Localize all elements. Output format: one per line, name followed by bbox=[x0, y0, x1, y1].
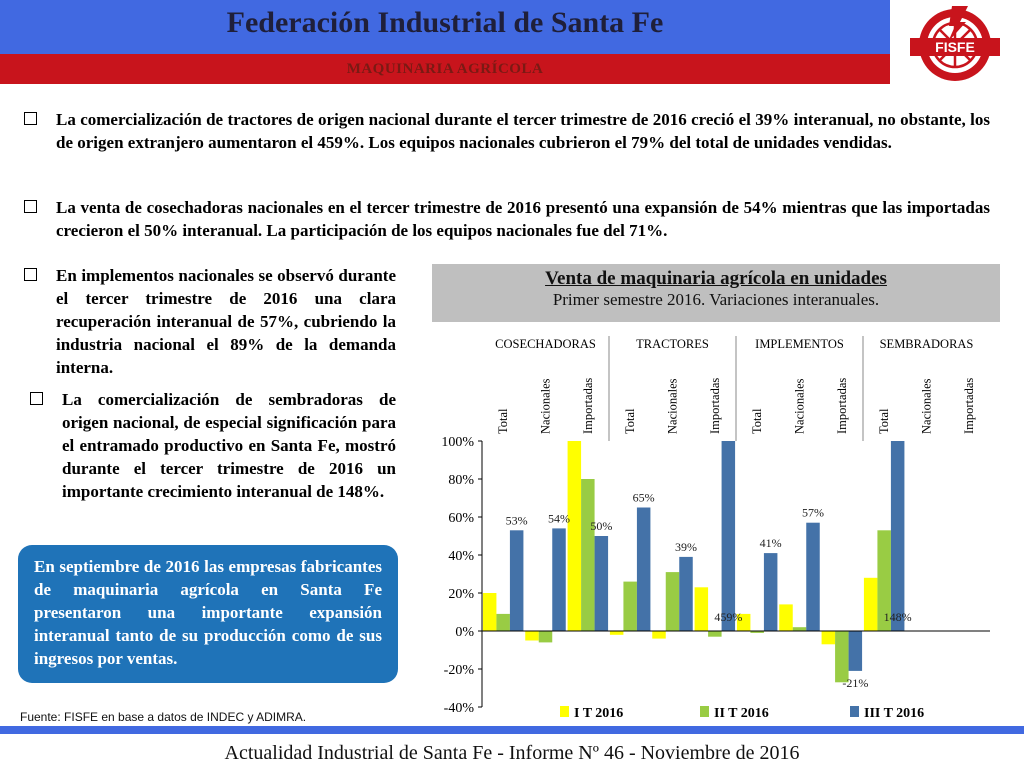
bullet-cosechadoras bbox=[56, 196, 990, 242]
highlight-callout: En septiembre de 2016 las empresas fabricantes de maquinaria agrícola en Santa Fe presentaron una importante expansión interanual tanto de su producción como de sus ingresos por ventas. bbox=[18, 545, 398, 683]
bar bbox=[722, 441, 736, 631]
category-label: Total bbox=[877, 408, 892, 434]
data-label: 148% bbox=[883, 610, 912, 624]
logo-text: FISFE bbox=[935, 39, 975, 55]
category-label: Nacionales bbox=[538, 378, 553, 434]
legend-label: II T 2016 bbox=[714, 706, 769, 721]
page-title: Federación Industrial de Santa Fe bbox=[226, 6, 664, 39]
category-label: Total bbox=[496, 408, 511, 434]
bar bbox=[496, 614, 510, 631]
bullet-text: La comercialización de sembradoras de origen nacional, de especial significación para el entramado productivo en Santa Fe, mostró durante el tercer trimestre de 2016 un importante crecimiento interanual de 148%. bbox=[62, 390, 396, 501]
bar bbox=[864, 578, 878, 631]
bar bbox=[568, 441, 582, 631]
bar bbox=[595, 536, 609, 631]
y-tick-label: -20% bbox=[443, 663, 474, 678]
bar bbox=[822, 631, 836, 644]
bar bbox=[695, 587, 709, 631]
data-label: 54% bbox=[548, 511, 570, 526]
data-label: 50% bbox=[590, 519, 613, 533]
checkbox-bullet-icon bbox=[24, 200, 37, 213]
legend-swatch bbox=[700, 706, 709, 717]
chart-header bbox=[432, 264, 1000, 322]
bullet-text: En implementos nacionales se observó durante el tercer trimestre de 2016 una clara recuperación interanual de 57%, cubriendo la industria nacional el 89% de la demanda interna. bbox=[56, 266, 396, 377]
data-label: 57% bbox=[802, 505, 824, 520]
footer-text: Actualidad Industrial de Santa Fe - Informe Nº 46 - Noviembre de 2016 bbox=[224, 742, 800, 764]
y-tick-label: 80% bbox=[448, 473, 474, 488]
bullet-sembradoras bbox=[62, 388, 396, 503]
y-tick-label: 20% bbox=[448, 587, 474, 602]
bar bbox=[623, 582, 637, 631]
category-label: Importadas bbox=[961, 377, 976, 434]
group-label: SEMBRADORAS bbox=[879, 337, 974, 351]
bar bbox=[552, 528, 566, 631]
legend-label: III T 2016 bbox=[864, 706, 925, 721]
bullet-tractores bbox=[56, 108, 990, 154]
data-label: 41% bbox=[759, 536, 782, 551]
checkbox-bullet-icon bbox=[24, 268, 37, 281]
bar bbox=[666, 572, 680, 631]
data-label: 65% bbox=[632, 490, 655, 505]
group-label: TRACTORES bbox=[636, 337, 709, 351]
category-label: Total bbox=[750, 408, 765, 434]
group-label: IMPLEMENTOS bbox=[755, 337, 844, 351]
bar bbox=[652, 631, 666, 639]
bar bbox=[835, 631, 849, 682]
category-label: Importadas bbox=[580, 377, 595, 434]
y-tick-label: 60% bbox=[448, 511, 474, 526]
y-tick-label: -40% bbox=[443, 701, 474, 716]
bar bbox=[679, 557, 693, 631]
data-label: -21% bbox=[842, 675, 869, 690]
section-subtitle: MAQUINARIA AGRÍCOLA bbox=[346, 61, 544, 77]
group-label: COSECHADORAS bbox=[495, 337, 596, 351]
bar bbox=[483, 593, 497, 631]
bullet-text: La comercialización de tractores de origen nacional durante el tercer trimestre de 2016 creció el 39% interanual, no obstante, los de origen extranjero aumentaron el 459%. Los equipos nacionales cubrieron el 79% del total de unidades vendidas. bbox=[56, 110, 990, 152]
category-label: Nacionales bbox=[665, 378, 680, 434]
chart-subtitle: Primer semestre 2016. Variaciones interanuales. bbox=[552, 290, 880, 309]
bar bbox=[637, 508, 651, 632]
category-label: Total bbox=[623, 408, 638, 434]
legend-swatch bbox=[850, 706, 859, 717]
bar bbox=[849, 631, 863, 671]
bullet-text: La venta de cosechadoras nacionales en el tercer trimestre de 2016 presentó una expansión de 54% mientras que las importadas crecieron el 50% interanual. La participación de los equipos nacionales fue del 71%. bbox=[56, 198, 990, 240]
legend-label: I T 2016 bbox=[574, 706, 624, 721]
bullet-implementos bbox=[56, 264, 396, 379]
y-tick-label: 40% bbox=[448, 549, 474, 564]
bar bbox=[525, 631, 539, 641]
bar bbox=[510, 530, 524, 631]
category-label: Importadas bbox=[707, 377, 722, 434]
chart-title: Venta de maquinaria agrícola en unidades bbox=[545, 268, 887, 289]
bar bbox=[708, 631, 722, 637]
bar bbox=[779, 604, 793, 631]
data-label: 459% bbox=[714, 610, 743, 624]
category-label: Nacionales bbox=[919, 378, 934, 434]
bar bbox=[581, 479, 595, 631]
bar bbox=[891, 441, 905, 631]
checkbox-bullet-icon bbox=[24, 112, 37, 125]
source-note: Fuente: FISFE en base a datos de INDEC y ADIMRA. bbox=[20, 710, 307, 724]
data-label: 39% bbox=[675, 539, 697, 554]
fisfe-logo bbox=[900, 2, 1010, 88]
category-label: Importadas bbox=[834, 377, 849, 434]
bottom-rule bbox=[0, 726, 1024, 734]
bar-chart bbox=[420, 330, 1020, 725]
y-tick-label: 0% bbox=[455, 625, 474, 640]
data-label: 53% bbox=[505, 513, 528, 528]
bar bbox=[806, 523, 820, 631]
checkbox-bullet-icon bbox=[30, 392, 43, 405]
bar bbox=[764, 553, 778, 631]
legend-swatch bbox=[560, 706, 569, 717]
category-label: Nacionales bbox=[792, 378, 807, 434]
bar bbox=[793, 627, 807, 631]
y-tick-label: 100% bbox=[441, 435, 474, 450]
bar bbox=[610, 631, 624, 635]
bar bbox=[539, 631, 553, 642]
